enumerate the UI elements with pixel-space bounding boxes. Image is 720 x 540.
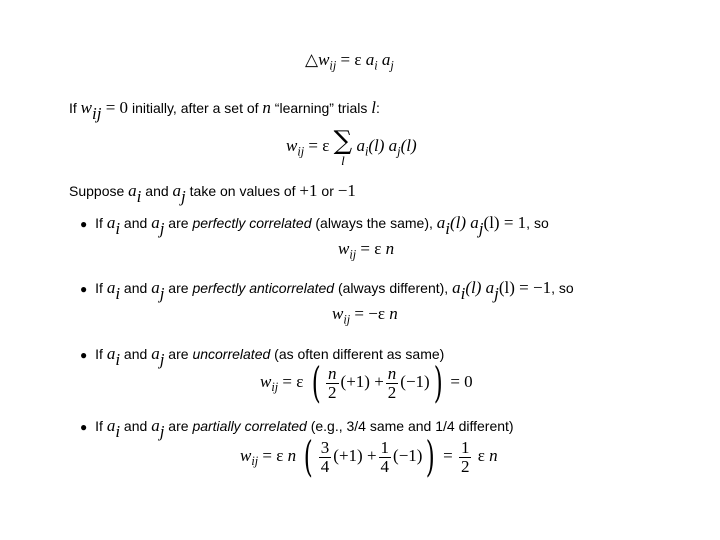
denominator: 2 xyxy=(460,456,470,476)
bullet-icon: ● xyxy=(80,282,88,296)
activation-j: a xyxy=(381,50,391,69)
activation-j: a xyxy=(151,278,160,297)
initial-condition-line xyxy=(69,98,380,123)
activation-i-subscript: i xyxy=(115,283,121,303)
activation-i-subscript: i xyxy=(115,218,121,238)
activation-i: a xyxy=(106,344,116,363)
text: If xyxy=(95,418,107,434)
n-symbol: n xyxy=(389,304,398,323)
summation-equation xyxy=(286,128,417,167)
text: , so xyxy=(526,215,549,231)
activation-j: a xyxy=(470,213,479,232)
text: are xyxy=(164,346,193,362)
activation-i: a xyxy=(365,50,375,69)
bullet-partial-correlation xyxy=(80,416,514,441)
plus-one: +1 xyxy=(299,181,318,200)
activation-j-arg: (l) xyxy=(400,136,417,155)
weight-subscript: ij xyxy=(297,144,305,159)
epsilon: ε xyxy=(473,445,490,465)
text: “learning” trials xyxy=(270,100,372,116)
text: and xyxy=(120,418,152,434)
n-symbol: n xyxy=(262,98,271,117)
activation-i-arg: (l) xyxy=(368,136,385,155)
activation-j: a xyxy=(151,213,160,232)
product-equals: (l) = 1 xyxy=(483,213,527,232)
activation-j: a xyxy=(151,344,160,363)
emphasis: perfectly correlated xyxy=(192,215,312,231)
text: initially, after a set of xyxy=(128,100,263,116)
activation-i: a xyxy=(128,181,137,200)
text: If xyxy=(95,280,107,296)
activation-i-subscript: i xyxy=(445,218,450,238)
numerator: 1 xyxy=(380,437,390,457)
n-symbol: n xyxy=(385,239,395,258)
fraction-3 xyxy=(459,439,472,476)
term: (+1) + xyxy=(340,371,384,391)
equals-epsilon: = ε xyxy=(356,239,386,258)
suppose-line xyxy=(69,181,356,206)
weight-subscript: ij xyxy=(349,247,357,262)
weight-subscript: ij xyxy=(92,103,102,123)
activation-i-arg: (l) xyxy=(450,213,471,232)
text: or xyxy=(317,183,338,199)
text: If xyxy=(69,100,81,116)
n-symbol: n xyxy=(489,445,498,465)
numerator: 3 xyxy=(320,437,330,457)
weight-subscript: ij xyxy=(271,380,279,395)
text: (as often different as same) xyxy=(270,346,445,362)
text: and xyxy=(120,346,152,362)
fraction-1 xyxy=(326,365,339,402)
left-paren: ( xyxy=(311,358,321,407)
activation-i-subscript: i xyxy=(460,283,466,303)
weight-symbol: w xyxy=(318,50,330,69)
weight-symbol: w xyxy=(240,445,252,465)
activation-i-subscript: i xyxy=(115,349,121,369)
activation-i: a xyxy=(106,278,116,297)
activation-j-subscript: j xyxy=(159,283,165,303)
weight-subscript: ij xyxy=(329,58,337,73)
bullet-perfect-anticorrelation xyxy=(80,278,574,303)
equals-epsilon: = ε xyxy=(340,50,366,69)
emphasis: partially correlated xyxy=(192,418,307,434)
emphasis: uncorrelated xyxy=(192,346,271,362)
activation-j-subscript: j xyxy=(159,421,165,441)
left-paren: ( xyxy=(304,432,314,481)
activation-j: a xyxy=(485,278,495,297)
text: and xyxy=(141,183,173,199)
numerator: n xyxy=(387,363,397,383)
weight-symbol: w xyxy=(286,136,298,155)
equals-zero: = 0 xyxy=(446,371,473,391)
activation-i: a xyxy=(106,213,116,232)
text: Suppose xyxy=(69,183,129,199)
text: (always different), xyxy=(334,280,453,296)
text: and xyxy=(120,280,152,296)
text: If xyxy=(95,346,107,362)
activation-i-subscript: i xyxy=(136,186,142,206)
activation-i: a xyxy=(452,278,461,297)
product-equals: (l) = −1 xyxy=(498,278,552,297)
fraction-2 xyxy=(386,365,399,402)
sigma-symbol: ∑ xyxy=(333,126,353,156)
activation-j: a xyxy=(388,136,398,155)
activation-j-subscript: j xyxy=(159,218,165,238)
text: , so xyxy=(551,280,574,296)
activation-j-subscript: j xyxy=(478,218,484,238)
equals-epsilon: = ε xyxy=(308,136,330,155)
text: (always the same), xyxy=(311,215,437,231)
text: and xyxy=(120,215,152,231)
delta-symbol: △ xyxy=(305,50,319,69)
text: are xyxy=(164,418,193,434)
bullet-icon: ● xyxy=(80,348,88,362)
summation xyxy=(334,128,353,167)
activation-i-arg: (l) xyxy=(465,278,486,297)
text: If xyxy=(95,215,107,231)
activation-j: a xyxy=(151,416,160,435)
bullet-perfect-correlation xyxy=(80,213,549,238)
term: (−1) xyxy=(393,445,423,465)
hebb-delta-equation xyxy=(305,50,394,73)
l-symbol: l xyxy=(371,98,377,117)
activation-j-subscript: j xyxy=(390,58,394,73)
result-partial-correlation xyxy=(240,432,498,481)
fraction-2 xyxy=(379,439,392,476)
minus-one: −1 xyxy=(337,181,356,200)
weight-subscript: ij xyxy=(343,312,351,327)
activation-i-subscript: i xyxy=(115,421,121,441)
activation-j-subscript: j xyxy=(181,186,186,206)
weight-symbol: w xyxy=(338,239,350,258)
text: are xyxy=(164,215,193,231)
term: (−1) xyxy=(400,371,430,391)
activation-i: a xyxy=(356,136,365,155)
text: (e.g., 3/4 same and 1/4 different) xyxy=(306,418,514,434)
activation-i-subscript: i xyxy=(364,144,369,159)
equals-zero: = 0 xyxy=(101,98,129,117)
emphasis: perfectly anticorrelated xyxy=(192,280,335,296)
activation-i: a xyxy=(106,416,116,435)
activation-j: a xyxy=(172,181,182,200)
text: are xyxy=(164,280,193,296)
activation-i-subscript: i xyxy=(374,58,378,73)
right-paren: ) xyxy=(426,432,436,481)
bullet-uncorrelated xyxy=(80,344,445,369)
bullet-icon: ● xyxy=(80,420,88,434)
weight-symbol: w xyxy=(260,371,272,391)
activation-i: a xyxy=(436,213,446,232)
equals-neg-epsilon: = −ε xyxy=(350,304,390,323)
sigma-subscript: l xyxy=(341,153,345,168)
weight-symbol: w xyxy=(80,98,93,117)
text: take on values of xyxy=(185,183,300,199)
activation-j-subscript: j xyxy=(159,349,165,369)
term: (+1) + xyxy=(333,445,377,465)
right-paren: ) xyxy=(433,358,443,407)
denominator: 2 xyxy=(387,382,397,402)
numerator: 1 xyxy=(460,437,470,457)
weight-symbol: w xyxy=(332,304,344,323)
bullet-icon: ● xyxy=(80,217,88,231)
result-uncorrelated xyxy=(260,358,473,407)
text: : xyxy=(376,100,380,116)
equals-epsilon: = ε xyxy=(258,445,288,465)
activation-j-subscript: j xyxy=(494,283,499,303)
result-perfect-anticorrelation xyxy=(332,304,398,327)
denominator: 4 xyxy=(320,456,330,476)
result-perfect-correlation xyxy=(338,239,395,262)
numerator: n xyxy=(328,363,337,383)
equals-epsilon: = ε xyxy=(278,371,304,391)
denominator: 2 xyxy=(328,382,337,402)
weight-subscript: ij xyxy=(251,454,259,469)
n-symbol: n xyxy=(287,445,297,465)
denominator: 4 xyxy=(380,456,390,476)
fraction-1 xyxy=(319,439,332,476)
equals: = xyxy=(438,445,457,465)
activation-j-subscript: j xyxy=(397,144,401,159)
